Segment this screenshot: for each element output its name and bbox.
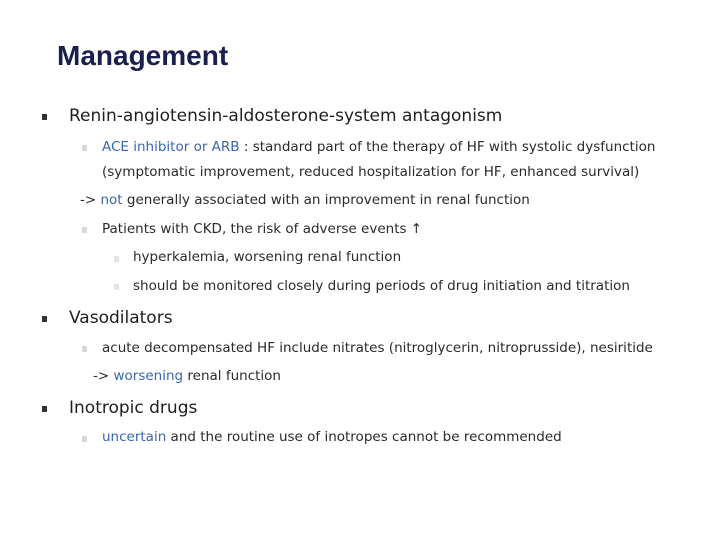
subbullet-raas-sub-1 bbox=[114, 256, 119, 262]
vaso-item-1: acute decompensated HF include nitrates (nitroglycerin, nitroprusside), nesiritide bbox=[102, 340, 653, 356]
raas-arrow-text: generally associated with an improvement in renal function bbox=[122, 192, 530, 208]
subbullet-raas-2 bbox=[82, 227, 87, 233]
bullet-inotropic bbox=[42, 406, 47, 412]
page-title: Management bbox=[57, 40, 229, 71]
raas-arrow-line bbox=[80, 192, 530, 208]
raas-item-1-highlight: ACE inhibitor or ARB bbox=[102, 139, 240, 155]
vaso-arrow-highlight: worsening bbox=[113, 368, 184, 384]
vaso-arrow-prefix: -> bbox=[93, 368, 114, 384]
subbullet-raas-1 bbox=[82, 145, 87, 151]
raas-sub-2: should be monitored closely during periods of drug initiation and titration bbox=[133, 278, 630, 294]
heading-vaso: Vasodilators bbox=[69, 308, 173, 328]
bullet-vaso bbox=[42, 316, 47, 322]
subbullet-vaso-1 bbox=[82, 346, 87, 352]
inotropic-item-1-text: and the routine use of inotropes cannot be recommended bbox=[166, 429, 562, 445]
vaso-arrow-line bbox=[93, 368, 281, 384]
subbullet-inotropic-1 bbox=[82, 436, 87, 442]
raas-item-1-text: : standard part of the therapy of HF with systolic dysfunction bbox=[239, 139, 656, 155]
vaso-arrow-text: renal function bbox=[183, 368, 281, 384]
raas-item-1-cont: (symptomatic improvement, reduced hospitalization for HF, enhanced survival) bbox=[102, 164, 640, 180]
bullet-raas bbox=[42, 114, 47, 120]
raas-arrow-prefix: -> bbox=[80, 192, 101, 208]
raas-item-2: Patients with CKD, the risk of adverse events ↑ bbox=[102, 221, 423, 237]
raas-sub-1: hyperkalemia, worsening renal function bbox=[133, 249, 402, 265]
subbullet-raas-sub-2 bbox=[114, 284, 119, 290]
heading-inotropic: Inotropic drugs bbox=[69, 398, 198, 418]
heading-raas: Renin-angiotensin-aldosterone-system antagonism bbox=[69, 106, 503, 126]
raas-arrow-highlight: not bbox=[100, 192, 123, 208]
raas-item-1 bbox=[102, 139, 655, 155]
inotropic-item-1-highlight: uncertain bbox=[102, 429, 167, 445]
inotropic-item-1 bbox=[102, 429, 562, 445]
